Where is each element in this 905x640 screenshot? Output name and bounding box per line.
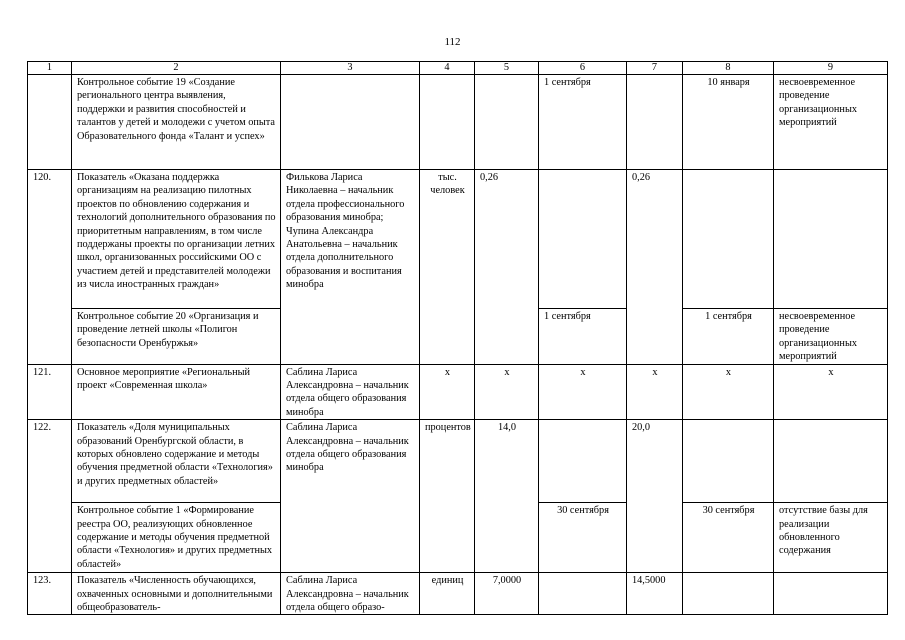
header-cell: 6: [539, 62, 627, 75]
page-number: 112: [444, 36, 461, 48]
col5-cell: [475, 75, 539, 170]
description-cell: Контрольное событие 19 «Создание регионального центра выявления, поддержки и развития способностей и талантов у детей и молодежи с учетом опыта Образовательного фонда «Талант и успех»: [72, 75, 281, 170]
table-row: [28, 75, 888, 170]
responsible-cell: Саблина Лариса Александровна – начальник отдела общего образования минобра: [281, 420, 420, 573]
col5-cell: 0,26: [475, 170, 539, 365]
col9-cell: несвоевременное проведение организационных мероприятий: [774, 75, 888, 170]
col5-cell: 7,0000: [475, 573, 539, 615]
header-cell: 2: [72, 62, 281, 75]
header-cell: 4: [420, 62, 475, 75]
col9-cell: несвоевременное проведение организационных мероприятий: [774, 309, 888, 365]
description-cell: Показатель «Оказана поддержка организациям на реализацию пилотных проектов по обновлению содержания и технологий дополнительного образования по приоритетным направлениям, в том числе поддержаны проекты по организации летних школ, организованных российскими ОО с участием детей и представителей молодежи из числа иностранных граждан»: [72, 170, 281, 309]
description-cell: Основное мероприятие «Региональный проект «Современная школа»: [72, 364, 281, 420]
row-number-cell: 120.: [28, 170, 72, 365]
col9-cell: [774, 170, 888, 309]
unit-cell: [420, 75, 475, 170]
header-cell: 5: [475, 62, 539, 75]
col8-cell: 10 января: [683, 75, 774, 170]
col8-cell: [683, 573, 774, 615]
col6-cell: 1 сентября: [539, 309, 627, 365]
col9-cell: [774, 573, 888, 615]
col8-cell: 1 сентября: [683, 309, 774, 365]
col8-cell: 30 сентября: [683, 503, 774, 573]
col8-cell: [683, 170, 774, 309]
col9-cell: отсутствие базы для реализации обновленного содержания: [774, 503, 888, 573]
header-cell: 7: [627, 62, 683, 75]
col7-cell: 0,26: [627, 170, 683, 365]
col7-cell: х: [627, 364, 683, 420]
row-number-cell: [28, 75, 72, 170]
col5-cell: 14,0: [475, 420, 539, 573]
col9-cell: х: [774, 364, 888, 420]
col6-cell: х: [539, 364, 627, 420]
unit-cell: процентов: [420, 420, 475, 573]
col6-cell: 1 сентября: [539, 75, 627, 170]
description-cell: Контрольное событие 20 «Организация и проведение летней школы «Полигон безопасности Оренбуржья»: [72, 309, 281, 365]
header-cell: 9: [774, 62, 888, 75]
col6-cell: [539, 170, 627, 309]
col8-cell: [683, 420, 774, 503]
unit-cell: х: [420, 364, 475, 420]
responsible-cell: Филькова Лариса Николаевна – начальник отдела профессионального образования минобра; Чупина Александра Анатольевна – начальник отдела дополнительного образования и воспитания минобра: [281, 170, 420, 365]
description-cell: Показатель «Численность обучающихся, охваченных основными и дополнительными общеобразователь-: [72, 573, 281, 615]
table-row: [28, 364, 888, 420]
col7-cell: 14,5000: [627, 573, 683, 615]
responsible-cell: Саблина Лариса Александровна – начальник отдела общего образования минобра: [281, 364, 420, 420]
col6-cell: [539, 573, 627, 615]
col9-cell: [774, 420, 888, 503]
header-cell: 3: [281, 62, 420, 75]
header-cell: 8: [683, 62, 774, 75]
table-row: [28, 420, 888, 503]
header-row: [28, 62, 888, 75]
header-cell: 1: [28, 62, 72, 75]
responsible-cell: [281, 75, 420, 170]
responsible-cell: Саблина Лариса Александровна – начальник отдела общего образо-: [281, 573, 420, 615]
table-row: [28, 170, 888, 309]
col5-cell: х: [475, 364, 539, 420]
row-number-cell: 123.: [28, 573, 72, 615]
row-number-cell: 122.: [28, 420, 72, 573]
plan-table: [27, 61, 888, 615]
description-cell: Контрольное событие 1 «Формирование реестра ОО, реализующих обновленное содержание и методы обучения предметной области «Технология» и других предметных областей»: [72, 503, 281, 573]
col7-cell: [627, 75, 683, 170]
col6-cell: 30 сентября: [539, 503, 627, 573]
table-row: [28, 573, 888, 615]
unit-cell: единиц: [420, 573, 475, 615]
col7-cell: 20,0: [627, 420, 683, 573]
description-cell: Показатель «Доля муниципальных образований Оренбургской области, в которых обновлено содержание и методы обучения предметной области «Технология» и других предметных областей»: [72, 420, 281, 503]
col8-cell: х: [683, 364, 774, 420]
col6-cell: [539, 420, 627, 503]
unit-cell: тыс. человек: [420, 170, 475, 365]
row-number-cell: 121.: [28, 364, 72, 420]
